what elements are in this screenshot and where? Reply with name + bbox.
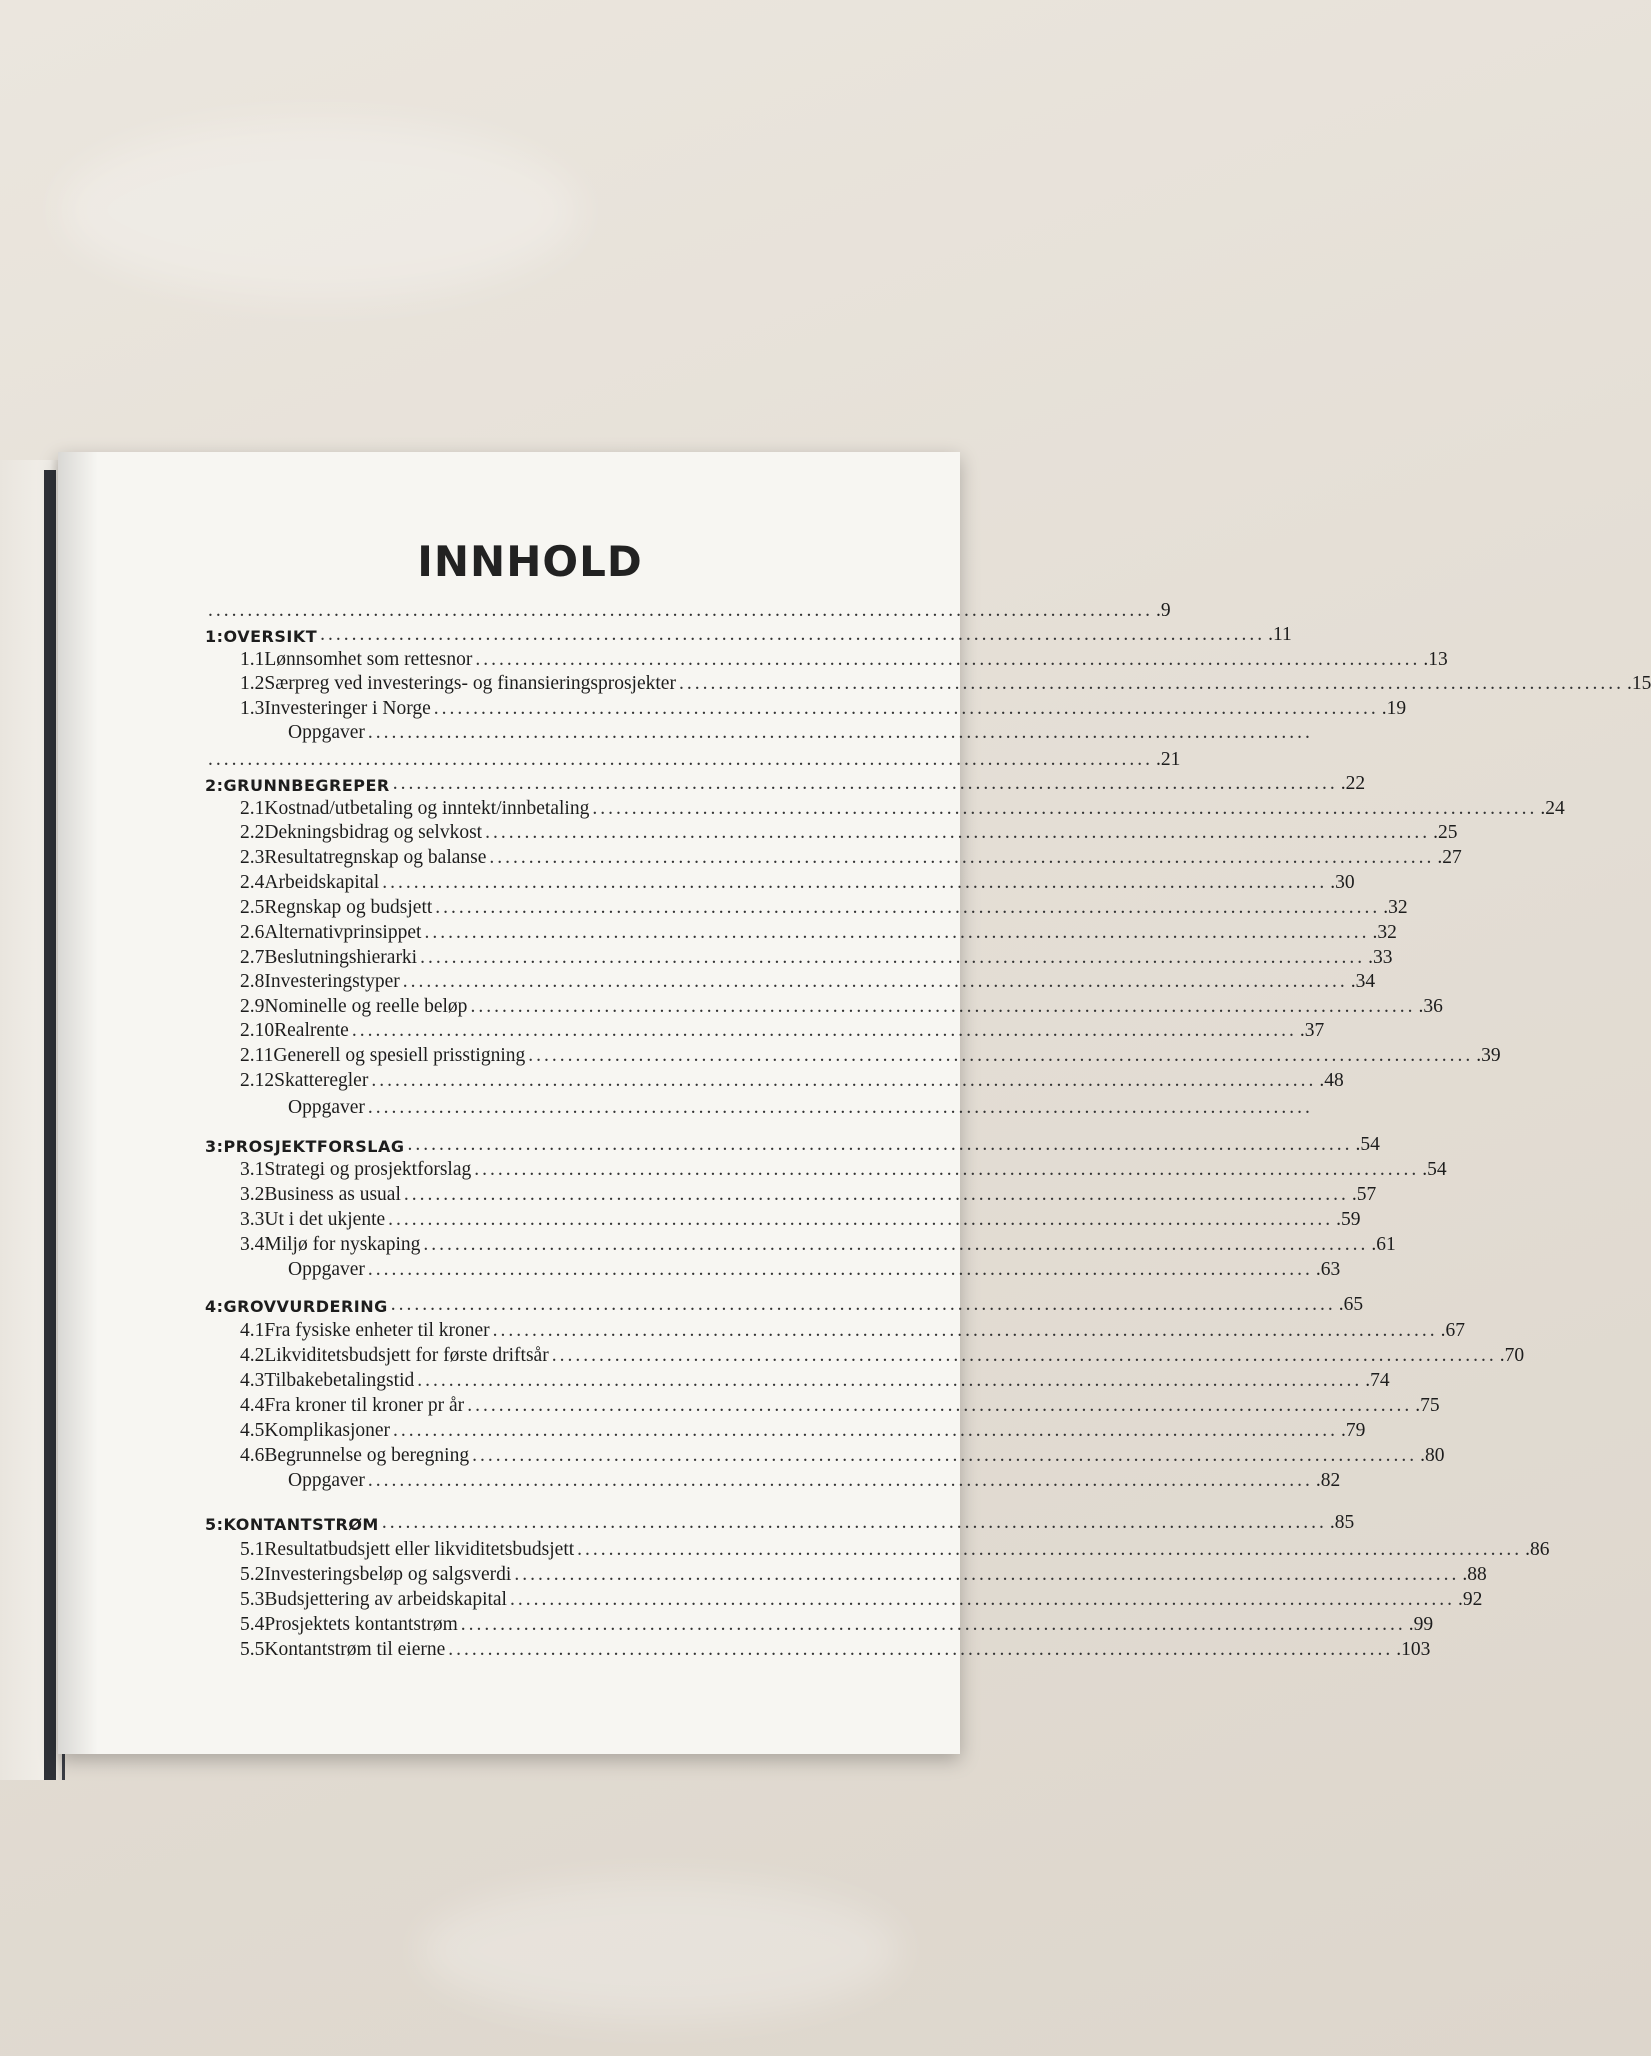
dot-leader: ........................................................................................................................ bbox=[367, 1097, 1313, 1118]
dot-leader: ........................................................................................................................ bbox=[509, 1589, 1455, 1610]
section-number: 5.4 bbox=[240, 1614, 265, 1635]
dot-leader: ........................................................................................................................ bbox=[382, 872, 1328, 893]
page-number: .15 bbox=[1626, 673, 1651, 694]
dot-leader: ........................................................................................................................ bbox=[448, 1639, 1394, 1660]
page-number: .74 bbox=[1365, 1370, 1390, 1391]
page-number: .70 bbox=[1499, 1345, 1525, 1366]
toc-row bbox=[288, 1093, 1313, 1119]
chapter-number: 1: bbox=[205, 627, 224, 646]
section-number: 4.4 bbox=[240, 1395, 265, 1416]
toc-row bbox=[240, 843, 1462, 869]
section-title: Kostnad/utbetaling og inntekt/innbetaling bbox=[264, 798, 590, 819]
dot-leader: ........................................................................................................................ bbox=[489, 847, 1435, 868]
page-number: .21 bbox=[1156, 749, 1181, 770]
section-number: 2.7 bbox=[240, 947, 265, 968]
dot-leader: ........................................................................................................................ bbox=[551, 1345, 1497, 1366]
section-number: 3.3 bbox=[240, 1209, 265, 1230]
chapter-number: 2: bbox=[205, 776, 224, 795]
chapter-title: GROVVURDERING bbox=[223, 1297, 388, 1316]
dot-leader: ........................................................................................................................ bbox=[435, 897, 1381, 918]
section-title: Budsjettering av arbeidskapital bbox=[264, 1589, 507, 1610]
section-title: Likviditetsbudsjett for første driftsår bbox=[264, 1345, 549, 1366]
section-number: 2.8 bbox=[240, 971, 265, 992]
section-title: Dekningsbidrag og selvkost bbox=[264, 822, 483, 843]
dot-leader: ........................................................................................................................ bbox=[424, 922, 1370, 943]
section-title: Begrunnelse og beregning bbox=[264, 1445, 470, 1466]
chapter-number: 3: bbox=[205, 1137, 224, 1156]
toc-row bbox=[240, 1535, 1550, 1561]
section-title: Komplikasjoner bbox=[264, 1420, 391, 1441]
section-number: 2.1 bbox=[240, 798, 265, 819]
section-title: Oppgaver bbox=[288, 722, 365, 743]
page-number: .34 bbox=[1350, 971, 1376, 992]
toc-row bbox=[240, 645, 1448, 671]
chapter-title: GRUNNBEGREPER bbox=[223, 776, 390, 795]
dot-leader: ........................................................................................................................ bbox=[208, 749, 1153, 770]
page-number: .36 bbox=[1418, 996, 1443, 1017]
dot-leader: ........................................................................................................................ bbox=[390, 1294, 1336, 1315]
page-number: .65 bbox=[1338, 1294, 1364, 1315]
section-number: 2.3 bbox=[240, 847, 265, 868]
dot-leader: ........................................................................................................................ bbox=[407, 1134, 1353, 1155]
section-title: Alternativprinsippet bbox=[264, 922, 422, 943]
section-number: 1.3 bbox=[240, 698, 265, 719]
section-number: 2.4 bbox=[240, 872, 265, 893]
chapter-number: 4: bbox=[205, 1297, 224, 1316]
chapter-number: 5: bbox=[205, 1515, 224, 1534]
section-number: 1.2 bbox=[240, 673, 265, 694]
toc-row bbox=[240, 1180, 1377, 1206]
section-title: Særpreg ved investerings- og finansieringsprosjekter bbox=[264, 673, 676, 694]
page-number: .33 bbox=[1368, 947, 1393, 968]
page-number: .103 bbox=[1396, 1639, 1431, 1660]
section-title: Resultatbudsjett eller likviditetsbudsjett bbox=[264, 1539, 575, 1560]
page-number: .88 bbox=[1462, 1564, 1487, 1585]
book-cover-edge bbox=[44, 470, 56, 1780]
dot-leader: ........................................................................................................................ bbox=[577, 1539, 1523, 1560]
page-number: .54 bbox=[1355, 1134, 1380, 1155]
page-number: .75 bbox=[1415, 1395, 1440, 1416]
dot-leader: ........................................................................................................................ bbox=[403, 1184, 1349, 1205]
section-title: Prosjektets kontantstrøm bbox=[264, 1614, 458, 1635]
toc-chapter-row bbox=[205, 1290, 1364, 1316]
dot-leader: ........................................................................................................................ bbox=[475, 649, 1421, 670]
toc-chapter-row bbox=[205, 769, 1366, 795]
toc-row bbox=[240, 1066, 1344, 1092]
dot-leader: ........................................................................................................................ bbox=[367, 722, 1313, 743]
section-number: 4.2 bbox=[240, 1345, 265, 1366]
toc-row bbox=[240, 868, 1355, 894]
section-title: Nominelle og reelle beløp bbox=[264, 996, 468, 1017]
page-number: .9 bbox=[1156, 600, 1171, 621]
section-number: 4.3 bbox=[240, 1370, 265, 1391]
page-number: .85 bbox=[1329, 1512, 1355, 1533]
page-number: .57 bbox=[1351, 1184, 1377, 1205]
toc-row bbox=[240, 893, 1408, 919]
section-number: 2.11 bbox=[240, 1045, 274, 1066]
section-title: Oppgaver bbox=[288, 1097, 365, 1118]
toc-row bbox=[240, 1016, 1325, 1042]
page-number: .22 bbox=[1340, 773, 1366, 794]
section-number: 5.5 bbox=[240, 1639, 265, 1660]
page-number: .48 bbox=[1319, 1070, 1344, 1091]
toc-row bbox=[205, 745, 1181, 771]
toc-row bbox=[240, 1610, 1434, 1636]
toc-chapter-row bbox=[205, 1130, 1380, 1156]
toc-row bbox=[240, 1585, 1483, 1611]
page-number: .79 bbox=[1341, 1420, 1366, 1441]
page-number: .59 bbox=[1336, 1209, 1361, 1230]
section-number: 4.6 bbox=[240, 1445, 265, 1466]
section-number: 4.5 bbox=[240, 1420, 265, 1441]
section-number: 2.12 bbox=[240, 1070, 275, 1091]
dot-leader: ........................................................................................................................ bbox=[592, 798, 1538, 819]
section-number: 4.1 bbox=[240, 1320, 265, 1341]
section-number: 2.9 bbox=[240, 996, 265, 1017]
page-number: .30 bbox=[1330, 872, 1355, 893]
dot-leader: ........................................................................................................................ bbox=[351, 1020, 1297, 1041]
toc-row bbox=[240, 1416, 1366, 1442]
dot-leader: ........................................................................................................................ bbox=[208, 600, 1153, 621]
dot-leader: ........................................................................................................................ bbox=[474, 1159, 1420, 1180]
toc-row bbox=[240, 1635, 1431, 1661]
section-title: Strategi og prosjektforslag bbox=[264, 1159, 472, 1180]
page-title: INNHOLD bbox=[417, 537, 643, 586]
section-number: 3.4 bbox=[240, 1234, 265, 1255]
dot-leader: ........................................................................................................................ bbox=[367, 1259, 1313, 1280]
toc-row bbox=[288, 1466, 1341, 1492]
section-title: Fra kroner til kroner pr år bbox=[264, 1395, 465, 1416]
page-number: .92 bbox=[1457, 1589, 1483, 1610]
dot-leader: ........................................................................................................................ bbox=[420, 947, 1366, 968]
page-number: .37 bbox=[1299, 1020, 1325, 1041]
cloth-highlight bbox=[60, 120, 580, 300]
section-title: Regnskap og budsjett bbox=[264, 897, 433, 918]
dot-leader: ........................................................................................................................ bbox=[470, 996, 1416, 1017]
toc-row bbox=[240, 967, 1376, 993]
section-number: 5.3 bbox=[240, 1589, 265, 1610]
page-gutter-shadow bbox=[58, 452, 98, 1754]
chapter-title: PROSJEKTFORSLAG bbox=[223, 1137, 405, 1156]
toc-row bbox=[240, 1391, 1440, 1417]
page-number: .19 bbox=[1381, 698, 1407, 719]
section-number: 3.2 bbox=[240, 1184, 265, 1205]
dot-leader: ........................................................................................................................ bbox=[367, 1470, 1313, 1491]
toc-row bbox=[240, 1341, 1525, 1367]
dot-leader: ........................................................................................................................ bbox=[423, 1234, 1369, 1255]
toc-row bbox=[240, 1316, 1466, 1342]
toc-chapter-row bbox=[205, 1508, 1355, 1534]
page-number: .67 bbox=[1440, 1320, 1466, 1341]
dot-leader: ........................................................................................................................ bbox=[492, 1320, 1438, 1341]
toc-chapter-row bbox=[205, 620, 1292, 646]
page-number: .25 bbox=[1433, 822, 1458, 843]
section-title: Business as usual bbox=[264, 1184, 401, 1205]
section-number: 2.5 bbox=[240, 897, 265, 918]
section-title: Beslutningshierarki bbox=[264, 947, 418, 968]
dot-leader: ........................................................................................................................ bbox=[460, 1614, 1406, 1635]
page-number: .99 bbox=[1408, 1614, 1434, 1635]
section-number: 2.6 bbox=[240, 922, 265, 943]
page-number: .13 bbox=[1423, 649, 1448, 670]
chapter-title: KONTANTSTRØM bbox=[223, 1515, 379, 1534]
section-number: 2.2 bbox=[240, 822, 265, 843]
section-title: Arbeidskapital bbox=[264, 872, 380, 893]
dot-leader: ........................................................................................................................ bbox=[381, 1512, 1327, 1533]
toc-row bbox=[240, 1441, 1445, 1467]
section-title: Resultatregnskap og balanse bbox=[264, 847, 487, 868]
page-number: .63 bbox=[1315, 1259, 1341, 1280]
section-title: Skatteregler bbox=[274, 1070, 369, 1091]
section-title: Oppgaver bbox=[288, 1470, 365, 1491]
section-title: Tilbakebetalingstid bbox=[264, 1370, 415, 1391]
dot-leader: ........................................................................................................................ bbox=[393, 1420, 1339, 1441]
dot-leader: ........................................................................................................................ bbox=[678, 673, 1624, 694]
toc-row bbox=[205, 596, 1171, 622]
section-title: Fra fysiske enheter til kroner bbox=[264, 1320, 490, 1341]
section-number: 5.2 bbox=[240, 1564, 265, 1585]
toc-row bbox=[240, 818, 1458, 844]
page-number: .24 bbox=[1540, 798, 1565, 819]
dot-leader: ........................................................................................................................ bbox=[433, 698, 1379, 719]
dot-leader: ........................................................................................................................ bbox=[417, 1370, 1363, 1391]
section-title: Investeringer i Norge bbox=[264, 698, 431, 719]
toc-row bbox=[240, 794, 1565, 820]
dot-leader: ........................................................................................................................ bbox=[528, 1045, 1474, 1066]
dot-leader: ........................................................................................................................ bbox=[388, 1209, 1334, 1230]
toc-row bbox=[288, 1255, 1341, 1281]
page-number: .32 bbox=[1372, 922, 1397, 943]
dot-leader: ........................................................................................................................ bbox=[392, 773, 1338, 794]
section-number: 5.1 bbox=[240, 1539, 265, 1560]
section-title: Kontantstrøm til eierne bbox=[264, 1639, 446, 1660]
toc-row bbox=[288, 718, 1313, 744]
page-number: .32 bbox=[1383, 897, 1408, 918]
page-number: .27 bbox=[1437, 847, 1462, 868]
toc-row bbox=[240, 694, 1407, 720]
toc-row bbox=[240, 943, 1393, 969]
section-title: Lønnsomhet som rettesnor bbox=[264, 649, 473, 670]
toc-row bbox=[240, 1560, 1487, 1586]
toc-row bbox=[240, 1041, 1501, 1067]
cloth-highlight bbox=[420, 1880, 900, 2020]
dot-leader: ........................................................................................................................ bbox=[467, 1395, 1413, 1416]
section-title: Ut i det ukjente bbox=[264, 1209, 386, 1230]
page-number: .39 bbox=[1476, 1045, 1501, 1066]
section-number: 1.1 bbox=[240, 649, 265, 670]
dot-leader: ........................................................................................................................ bbox=[514, 1564, 1460, 1585]
section-number: 3.1 bbox=[240, 1159, 265, 1180]
section-title: Generell og spesiell prisstigning bbox=[273, 1045, 526, 1066]
page-number: .86 bbox=[1525, 1539, 1550, 1560]
toc-row bbox=[240, 1230, 1396, 1256]
toc-row bbox=[240, 1205, 1361, 1231]
toc-row bbox=[240, 992, 1443, 1018]
dot-leader: ........................................................................................................................ bbox=[485, 822, 1431, 843]
page-number: .80 bbox=[1420, 1445, 1445, 1466]
page-number: .54 bbox=[1422, 1159, 1447, 1180]
dot-leader: ........................................................................................................................ bbox=[371, 1070, 1317, 1091]
section-title: Investeringsbeløp og salgsverdi bbox=[264, 1564, 512, 1585]
dot-leader: ........................................................................................................................ bbox=[472, 1445, 1418, 1466]
page-number: .82 bbox=[1315, 1470, 1341, 1491]
dot-leader: ........................................................................................................................ bbox=[402, 971, 1348, 992]
section-title: Realrente bbox=[274, 1020, 349, 1041]
page-number: .61 bbox=[1371, 1234, 1396, 1255]
section-number: 2.10 bbox=[240, 1020, 275, 1041]
toc-row bbox=[240, 918, 1397, 944]
dot-leader: ........................................................................................................................ bbox=[320, 624, 1266, 645]
section-title: Oppgaver bbox=[288, 1259, 365, 1280]
section-title: Miljø for nyskaping bbox=[264, 1234, 421, 1255]
toc-row bbox=[240, 1155, 1447, 1181]
section-title: Investeringstyper bbox=[264, 971, 400, 992]
toc-row bbox=[240, 669, 1651, 695]
chapter-title: OVERSIKT bbox=[223, 627, 318, 646]
page-number: .11 bbox=[1268, 624, 1292, 645]
toc-row bbox=[240, 1366, 1390, 1392]
